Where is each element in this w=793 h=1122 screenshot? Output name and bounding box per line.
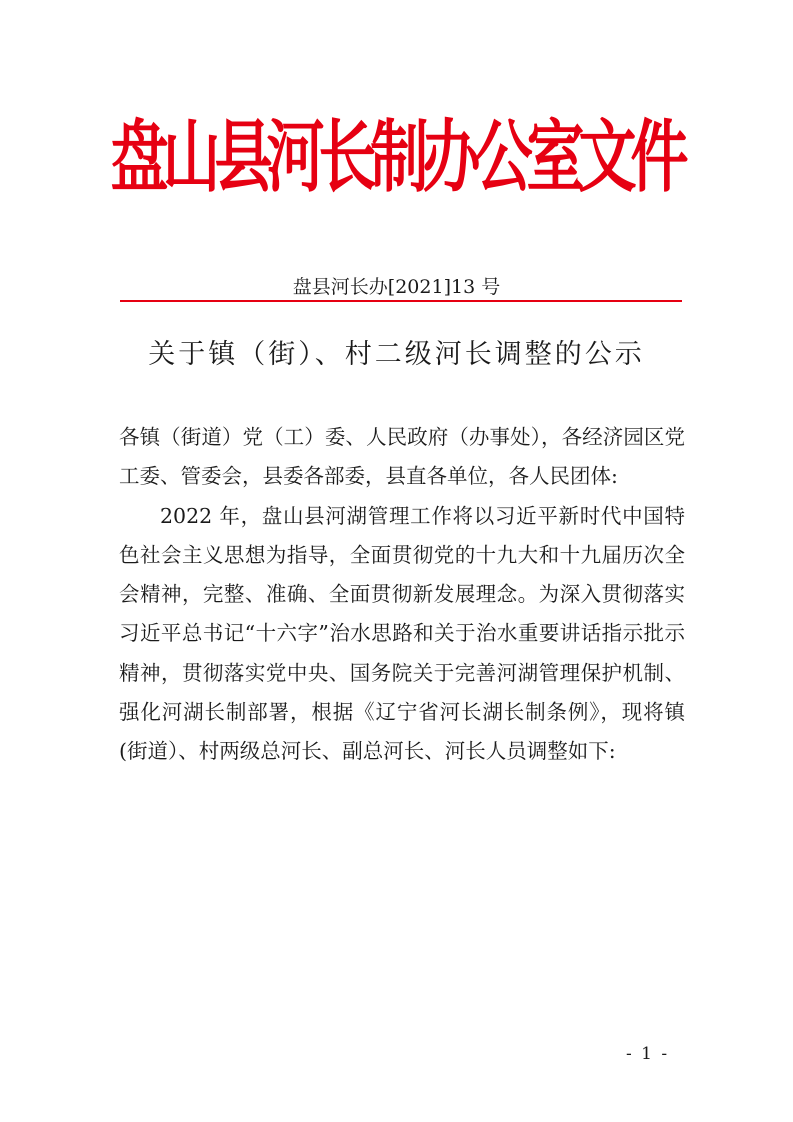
page-number: - 1 - [626, 1044, 670, 1064]
body-paragraph: 2022 年，盘山县河湖管理工作将以习近平新时代中国特色社会主义思想为指导，全面贯彻党的十九大和十九届历次全会精神，完整、准确、全面贯彻新发展理念。为深入贯彻落实习近平总书记“十六字”治水思路和关于治水重要讲话指示批示精神，贯彻落实党中央、国务院关于完善河湖管理保护机制、强化河湖长制部署，根据《辽宁省河长湖长制条例》，现将镇(街道）、村两级总河长、副总河长、河长人员调整如下: [119, 503, 685, 764]
document-body [119, 418, 685, 772]
red-divider-line [120, 300, 682, 302]
document-number: 盘县河长办[2021]13 号 [292, 276, 501, 298]
masthead-title: 盘山县河长制办公室文件 [110, 111, 683, 204]
salutation-paragraph: 各镇（街道）党（工）委、人民政府（办事处），各经济园区党工委、管委会，县委各部委，县直各单位，各人民团体: [119, 425, 685, 489]
document-title: 关于镇（街）、村二级河长调整的公示 [148, 339, 645, 370]
